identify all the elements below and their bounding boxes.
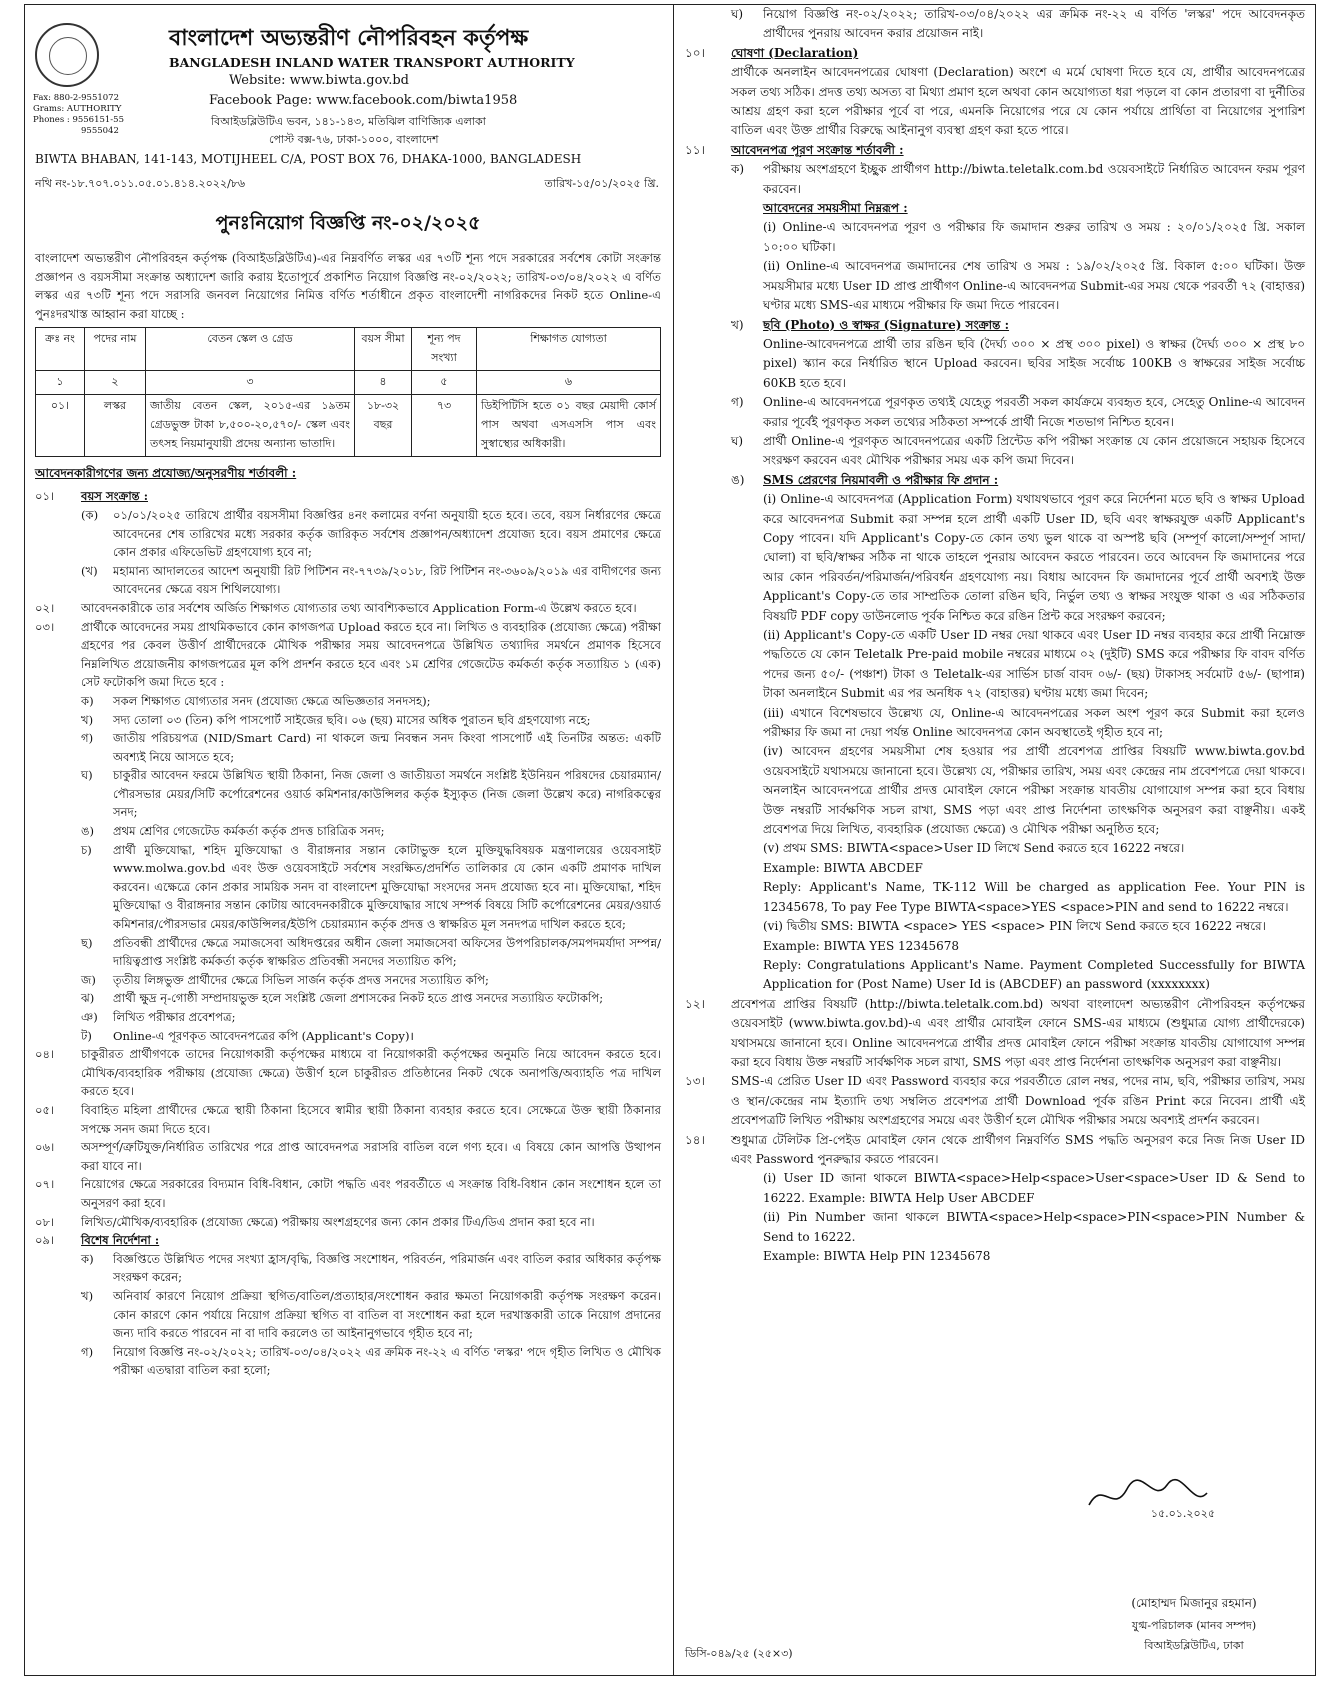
item-subletter: (খ) bbox=[81, 563, 98, 578]
list-item bbox=[29, 562, 667, 599]
item-text: অসম্পূর্ণ/ত্রুটিযুক্ত/নির্ধারিত তারিখের পরে প্রাপ্ত আবেদনপত্র সরাসরি বাতিল বলে গণ্য হবে। এ বিষয়ে কোন আপত্তি উত্থাপন করা যাবে না। bbox=[81, 1140, 661, 1173]
col-number: ৪ bbox=[355, 371, 412, 395]
item-subletter bbox=[731, 257, 763, 315]
list-item bbox=[29, 1343, 667, 1380]
item-number bbox=[29, 562, 81, 599]
fax: Fax: 880-2-9551072 bbox=[33, 93, 119, 103]
item-number bbox=[679, 917, 731, 936]
item-subletter: চ) bbox=[81, 842, 92, 857]
item-text: বিশেষ নির্দেশনা : bbox=[81, 1233, 160, 1248]
item-subletter: গ) bbox=[731, 395, 744, 410]
table-number-row bbox=[36, 371, 661, 395]
item-text: লিখিত পরীক্ষার প্রবেশপত্র; bbox=[113, 1010, 236, 1024]
cell-age-limit: ১৮-৩২ বছর bbox=[355, 395, 412, 457]
item-subletter: ক) bbox=[81, 693, 94, 708]
item-text: সকল শিক্ষাগত যোগ্যতার সনদ (প্রযোজ্য ক্ষেত্রে অভিজ্ঞতার সনদসহ); bbox=[113, 693, 431, 708]
item-number bbox=[29, 1250, 81, 1287]
column-divider bbox=[673, 5, 674, 1675]
table-row bbox=[36, 395, 661, 457]
item-subletter: (ক) bbox=[81, 507, 99, 522]
item-subletter: ট) bbox=[81, 1028, 92, 1043]
list-item bbox=[29, 841, 667, 934]
list-item bbox=[679, 859, 1311, 878]
item-text: নিয়োগ বিজ্ঞপ্তি নং-০২/২০২২; তারিখ-০৩/০৪/২০২২ এর ক্রমিক নং-২২ এ বর্ণিত 'লস্কর' পদে আবেদনকৃত প্রার্থীদের পুনরায় আবেদন করার প্রয়োজন নাই। bbox=[763, 7, 1305, 41]
intro-paragraph: বাংলাদেশ অভ্যন্তরীণ নৌপরিবহন কর্তৃপক্ষ (বিআইডব্লিউটিএ)-এর নিম্নবর্ণিত লস্কর এর ৭৩টি শূন্য পদে সরকারের সর্বশেষ কোটা সংক্রান্ত প্রজ্ঞাপন ও বয়সসীমা সংক্রান্ত অধ্যাদেশ জারি করায় ইতোপূর্বে প্রকাশিত নিয়োগ বিজ্ঞপ্তি নং-০২/২০২২; তারিখ-০৩/০৪/২০২২ এ বর্ণিত লস্কর এর ৭৩টি শূন্য পদে সরাসরি জনবল নিয়োগের নিমিত্ত বর্ণিত শর্তাধীনে প্রকৃত বাংলাদেশী নাগরিকদের নিকট হতে Online-এ পুনঃদরখাস্ত আহ্বান করা যাচ্ছে : bbox=[35, 251, 661, 321]
item-text: (ii) Applicant's Copy-তে একটি User ID নম্বর দেয়া থাকবে এবং User ID নম্বর ব্যবহার করে প্রার্থী নিম্নোক্ত পদ্ধতিতে যে কোন Teletalk Pre-paid mobile নম্বরের মাধ্যমে ০২ (দুইটি) SMS করে পরীক্ষার ফি বাবদ বর্ণিত পদের জন্য ৫০/- (পঞ্চাশ) টাকা ও Teletalk-এর সার্ভিস চার্জ বাবদ ০৬/- (ছয়) টাকাসহ সর্বমোট ৫৬/- (ছাপান্ন) টাকা অনলাইনে Submit এর পর অনধিক ৭২ (বাহাত্তর) ঘণ্টায় মধ্যে জমা দিবেন; bbox=[763, 628, 1305, 701]
item-subletter bbox=[731, 1208, 763, 1247]
list-item bbox=[679, 160, 1311, 199]
item-text: প্রতিবন্ধী প্রার্থীদের ক্ষেত্রে সমাজসেবা অধিদপ্তরের অধীন জেলা সমাজসেবা অফিসের উপপরিচালক/সমপদমর্যাদা সম্পন্ন/দায়িত্বপ্রাপ্ত সংশ্লিষ্ট কর্মকর্তা কর্তৃক স্বাক্ষরিত প্রতিবন্ধী সনদের সত্যায়িত কপি; bbox=[113, 935, 661, 969]
item-text: (i) Online-এ আবেদনপত্র (Application Form) যথাযথভাবে পূরণ করে নির্দেশনা মতে ছবি ও স্বাক্ষর Upload করে আবেদনপত্র Submit করা সম্পন্ন হলে প্রার্থী একটি User ID, ছবি এবং স্বাক্ষরযুক্ত একটি Applicant's Copy পাবেন। যদি Applicant's Copy-তে কোন তথ্য ভুল থাকে বা অস্পষ্ট ছবি (সম্পূর্ণ কালো/সম্পূর্ণ সাদা/ঘোলা) বা ছবি/স্বাক্ষর সঠিক না থাকে তাহলে পুনরায় আবেদন করতে পারবেন। তবে আবেদন ফি জমাদানের পরে আর কোন পরিবর্তন/পরিমার্জন/পরিবর্ধন গ্রহণযোগ্য নয়। বিধায় আবেদন ফি জমাদানের পূর্বে প্রার্থী অবশ্যই উক্ত Applicant's Copy-তে তার সাম্প্রতিক তোলা রঙিন ছবি, নির্ভুল তথ্য ও স্বাক্ষর সংযুক্ত থাকা ও এর সঠিকতার বিষয়টি PDF copy ডাউনলোড পূর্বক নিশ্চিত করে রঙিন প্রিন্ট করে সংরক্ষণ করবেন; bbox=[763, 492, 1305, 623]
item-number: ১৪। bbox=[685, 1132, 705, 1147]
grams: Grams: AUTHORITY bbox=[33, 104, 122, 114]
item-text: SMS-এ প্রেরিত User ID এবং Password ব্যবহার করে পরবর্তীতে রোল নম্বর, পদের নাম, ছবি, পরীক্ষার তারিখ, সময় ও স্থান/কেন্দ্রের নাম ইত্যাদি তথ্য সম্বলিত প্রবেশপত্র প্রার্থী Download পূর্বক রঙিন Print করে নিবেন। প্রার্থী এই প্রবেশপত্রটি লিখিত পরীক্ষায় অংশগ্রহণের সময়ে এবং উত্তীর্ণ হলে মৌখিক পরীক্ষার সময়ে অবশ্যই প্রদর্শন করবেন। bbox=[731, 1074, 1305, 1128]
item-text: প্রার্থীকে আবেদনের সময় প্রাথমিকভাবে কোন কাগজপত্র Upload করতে হবে না। লিখিত ও ব্যবহারিক (প্রযোজ্য ক্ষেত্রে) পরীক্ষা গ্রহণের পর কেবল উত্তীর্ণ প্রার্থীদেরকে মৌখিক পরীক্ষার সময় আবেদনপত্রে উল্লিখিত তথ্যাদির সমর্থনে প্রমাণক হিসেবে নিম্নলিখিত প্রয়োজনীয় কাগজপত্রের মূল কপি প্রদর্শন করতে হবে এবং ১ম শ্রেণির গেজেটেড কর্মকর্তা কর্তৃক সত্যায়িত ১ (এক) সেট ফটোকপি জমা দিতে হবে : bbox=[81, 619, 661, 690]
item-text: Online-এ পূরণকৃত আবেদনপত্রের কপি (Applicant's Copy)। bbox=[113, 1028, 414, 1043]
item-text: Example: BIWTA Help PIN 12345678 bbox=[763, 1249, 991, 1263]
col-number: ৫ bbox=[412, 371, 477, 395]
list-item bbox=[29, 1045, 667, 1101]
list-item bbox=[29, 506, 667, 562]
item-text: (iv) আবেদন গ্রহণের সময়সীমা শেষ হওয়ার পর প্রার্থী প্রবেশপত্র প্রাপ্তির বিষয়টি www.biwta.gov.bd ওয়েবসাইটে যথাসময়ে জানানো হবে। উল্লেখ্য যে, পরীক্ষার তারিখ, সময় এবং কেন্দ্রের নাম প্রবেশপত্রে দেয়া থাকবে। অনলাইন আবেদনপত্রে প্রার্থীর প্রদত্ত মোবাইল ফোনে পরীক্ষা সংক্রান্ত যাবতীয় যোগাযোগ সম্পন্ন করা হবে বিধায় উক্ত নম্বরটি সার্বক্ষণিক সচল রাখা, SMS পড়া এবং প্রাপ্ত নির্দেশনা তাৎক্ষণিক অনুসরণ করা বাঞ্ছনীয়। একই প্রবেশপত্র দিয়ে লিখিত, ব্যবহারিক (প্রযোজ্য ক্ষেত্রে) ও মৌখিক পরীক্ষা অনুষ্ঠিত হবে; bbox=[763, 744, 1305, 837]
item-number bbox=[29, 1287, 81, 1343]
contact-info bbox=[33, 93, 133, 137]
item-subletter bbox=[731, 704, 763, 743]
item-text: জাতীয় পরিচয়পত্র (NID/Smart Card) না থাকলে জন্ম নিবন্ধন সনদ কিংবা পাসপোর্ট এই তিনটির অন্তত: একটি অবশ্যই নিয়ে আসতে হবে; bbox=[113, 731, 661, 764]
item-text: (vi) দ্বিতীয় SMS: BIWTA <space> YES <space> PIN লিখে Send করতে হবে 16222 নম্বরে। bbox=[763, 919, 1266, 934]
org-name-bn: বাংলাদেশ অভ্যন্তরীণ নৌপরিবহন কর্তৃপক্ষ bbox=[169, 25, 529, 51]
phones-2: 9555042 bbox=[81, 126, 119, 136]
cell-qualification: ডিইপিটিসি হতে ০১ বছর মেয়াদী কোর্স পাস অথবা এসএসসি পাস এবং সুস্বাস্থ্যের অধিকারী। bbox=[477, 395, 661, 457]
left-conditions-list bbox=[29, 487, 667, 1380]
item-number bbox=[679, 839, 731, 858]
list-item bbox=[679, 63, 1311, 141]
item-text: Reply: Congratulations Applicant's Name. Payment Completed Successfully for BIWTA Application for (Post Name) User Id is (ABCDEF) an password (xxxxxxxx) bbox=[763, 957, 1305, 992]
item-number bbox=[679, 1208, 731, 1247]
memo-number: নথি নং-১৮.৭০৭.০১১.০৫.০১.৪১৪.২০২২/৮৬ bbox=[35, 177, 246, 190]
item-subletter: ঘ) bbox=[731, 7, 744, 21]
item-subletter bbox=[731, 878, 763, 917]
item-number: ০৯। bbox=[35, 1233, 55, 1248]
item-subletter: ছ) bbox=[81, 935, 93, 950]
item-subletter bbox=[731, 626, 763, 704]
right-conditions-list bbox=[679, 5, 1311, 1266]
list-item bbox=[29, 766, 667, 822]
post-box-bn: পোস্ট বক্স-৭৬, ঢাকা-১০০০, বাংলাদেশ bbox=[269, 133, 439, 146]
item-number bbox=[29, 711, 81, 730]
list-item bbox=[679, 44, 1311, 63]
item-text: মহামান্য আদালতের আদেশ অনুযায়ী রিট পিটিশন নং-৭৭৩৯/২০১৮, রিট পিটিশন নং-৩৬০৯/২০১৯ এর বাদীগণের জন্য আবেদনের ক্ষেত্রে বয়স শিথিলযোগ্য। bbox=[113, 563, 661, 597]
list-item bbox=[29, 1138, 667, 1175]
item-text: নিয়োগ বিজ্ঞপ্তি নং-০২/২০২২; তারিখ-০৩/০৪/২০২২ এর ক্রমিক নং-২২ এ বর্ণিত 'লস্কর' পদে গৃহীত লিখিত ও মৌখিক পরীক্ষা এতদ্বারা বাতিল করা হলো; bbox=[113, 1344, 661, 1378]
list-item bbox=[29, 934, 667, 971]
list-item bbox=[679, 471, 1311, 490]
item-number bbox=[679, 63, 731, 141]
item-subletter bbox=[731, 335, 763, 393]
list-item bbox=[29, 1027, 667, 1046]
item-text: প্রার্থী Online-এ পূরণকৃত আবেদনপত্রের একটি প্রিন্টেড কপি পরীক্ষা সংক্রান্ত যে কোন প্রয়োজনে সহায়ক হিসেবে সংরক্ষণ করবেন এবং মৌখিক পরীক্ষার সময় এক কপি জমা দিবেন। bbox=[763, 433, 1305, 468]
item-subletter bbox=[731, 956, 763, 995]
item-subletter: ঘ) bbox=[731, 433, 744, 448]
list-item bbox=[29, 1008, 667, 1027]
item-number bbox=[29, 841, 81, 934]
item-number bbox=[679, 160, 731, 199]
item-text: Example: BIWTA ABCDEF bbox=[763, 860, 923, 875]
item-number bbox=[679, 335, 731, 393]
item-text: আবেদনকারীকে তার সর্বশেষ অর্জিত শিক্ষাগত যোগ্যতার তথ্য আবশ্যিকভাবে Application Form-এ উল্লেখ করতে হবে। bbox=[81, 600, 637, 615]
item-subletter: ঙ) bbox=[81, 824, 95, 839]
signature-date: ১৫.০১.২০২৫ bbox=[1150, 1507, 1215, 1520]
item-subletter bbox=[731, 199, 763, 218]
notice-page bbox=[24, 4, 1316, 1676]
item-number bbox=[29, 729, 81, 766]
list-item bbox=[29, 1175, 667, 1212]
list-item bbox=[679, 937, 1311, 956]
item-text: অনিবার্য কারণে নিয়োগ প্রক্রিয়া স্থগিত/বাতিল/প্রত্যাহার/সংশোধন করার ক্ষমতা নিয়োগকারী কর্তৃপক্ষ সংরক্ষণ করেন। কোন কারণে কোন পর্যায়ে নিয়োগ প্রক্রিয়া স্থগিত বা বাতিল বা সংশোধন করা হলে দরখাস্তকারী তাকে নিয়োগ প্রদানের জন্য দাবি করতে পারবেন না বা দাবি করলেও তা আইনানুগভাবে গৃহীত হবে না; bbox=[113, 1288, 661, 1341]
list-item bbox=[679, 257, 1311, 315]
item-text: তৃতীয় লিঙ্গভুক্ত প্রার্থীদের ক্ষেত্রে সিভিল সার্জন কর্তৃক প্রদত্ত সনদের সত্যায়িত কপি; bbox=[113, 972, 489, 987]
notice-date: তারিখ-১৫/০১/২০২৫ খ্রি. bbox=[544, 177, 659, 190]
item-number bbox=[679, 316, 731, 335]
item-number: ০৬। bbox=[35, 1140, 55, 1155]
item-subletter: ঘ) bbox=[81, 768, 93, 783]
item-subletter: ঞ) bbox=[81, 1010, 98, 1024]
item-subletter bbox=[731, 218, 763, 257]
list-item bbox=[29, 729, 667, 766]
cell-serial: ০১। bbox=[36, 395, 85, 457]
item-number bbox=[679, 5, 731, 44]
cell-pay-scale: জাতীয় বেতন স্কেল, ২০১৫-এর ১৯তম গ্রেডভুক্ত টাকা ৮,৫০০-২০,৫৭০/- স্কেল এবং তৎসহ নিয়মানুযায়ী প্রদেয় অন্যান্য ভাতাদি। bbox=[146, 395, 355, 457]
col-number: ৩ bbox=[146, 371, 355, 395]
item-number: ০৪। bbox=[35, 1047, 55, 1062]
item-subletter bbox=[731, 839, 763, 858]
list-item bbox=[29, 971, 667, 990]
item-number: ০৩। bbox=[35, 619, 55, 634]
item-text: (iii) এখানে বিশেষভাবে উল্লেখ্য যে, Online-এ আবেদনপত্রের সকল অংশ পূরণ করে Submit করা হলেও পরীক্ষার ফি জমা না দেয়া পর্যন্ত Online আবেদনপত্র কোন অবস্থাতেই গৃহীত হবে না; bbox=[763, 705, 1305, 740]
item-number bbox=[29, 506, 81, 562]
cell-vacancies: ৭৩ bbox=[412, 395, 477, 457]
item-number: ০৭। bbox=[35, 1177, 55, 1192]
address-en: BIWTA BHABAN, 141-143, MOTIJHEEL C/A, POST BOX 76, DHAKA-1000, BANGLADESH bbox=[35, 152, 582, 166]
notice-title: পুনঃনিয়োগ বিজ্ঞপ্তি নং-০২/২০২৫ bbox=[215, 212, 481, 234]
cell-post: লস্কর bbox=[85, 395, 146, 457]
list-item bbox=[679, 316, 1311, 335]
item-text: লিখিত/মৌখিক/ব্যবহারিক (প্রযোজ্য ক্ষেত্রে) পরীক্ষায় অংশগ্রহণের জন্য কোন প্রকার টিএ/ডিএ প্রদান করা হবে না। bbox=[81, 1214, 595, 1229]
list-item bbox=[29, 1287, 667, 1343]
item-subletter: ঝ) bbox=[81, 991, 95, 1006]
item-number: ১২। bbox=[685, 996, 705, 1011]
item-text: চাকুরীরত প্রার্থীগণকে তাদের নিয়োগকারী কর্তৃপক্ষের মাধ্যমে বা নিয়োগকারী কর্তৃপক্ষের অনুমতি নিয়ে আবেদন করতে হবে। মৌখিক/ব্যবহারিক পরীক্ষায় (প্রযোজ্য ক্ষেত্রে) উত্তীর্ণ হলে চাকুরীরত প্রতিষ্ঠানের নিকট থেকে অনাপত্তি/অব্যাহতি পত্র দাখিল করতে হবে। bbox=[81, 1047, 661, 1099]
item-subletter: খ) bbox=[81, 1288, 94, 1303]
item-number bbox=[679, 742, 731, 839]
item-number bbox=[29, 934, 81, 971]
item-number bbox=[29, 989, 81, 1008]
item-number bbox=[29, 1343, 81, 1380]
item-subletter: ঙ) bbox=[731, 472, 745, 487]
item-text: (i) User ID জানা থাকলে BIWTA<space>Help<space>User<space>User ID & Send to 16222. Example: BIWTA Help User ABCDEF bbox=[763, 1171, 1305, 1205]
item-text: প্রবেশপত্র প্রাপ্তির বিষয়টি (http://biwta.teletalk.com.bd) অথবা বাংলাদেশ অভ্যন্তরীণ নৌপরিবহন কর্তৃপক্ষের ওয়েবসাইট (www.biwta.gov.bd)-এ এবং প্রার্থীর মোবাইল ফোনে SMS-এর মাধ্যমে (শুধুমাত্র যোগ্য প্রার্থীদেরকে) যথাসময়ে জানানো হবে। Online আবেদনপত্রে প্রার্থীর প্রদত্ত মোবাইল ফোনে পরীক্ষা সংক্রান্ত যাবতীয় যোগাযোগ সম্পন্ন করা হবে বিধায় উক্ত নম্বরটি সার্বক্ষণিক সচল রাখা, SMS পড়া এবং প্রাপ্ত নির্দেশনা তাৎক্ষণিক অনুসরণ করা বাঞ্ছনীয়। bbox=[731, 996, 1305, 1069]
item-subletter: খ) bbox=[81, 712, 94, 727]
item-number bbox=[679, 937, 731, 956]
item-number bbox=[679, 859, 731, 878]
col-post: পদের নাম bbox=[85, 328, 146, 371]
item-text: (ii) Online-এ আবেদনপত্র জমাদানের শেষ তারিখ ও সময় : ১৯/০২/২০২৫ খ্রি. বিকাল ৫:০০ ঘটিকা। উক্ত সময়সীমার মধ্যে User ID প্রাপ্ত প্রার্থীগণ Online-এ আবেদনপত্র Submit-এর সময় থেকে পরবর্তী ৭২ (বাহাত্তর) ঘণ্টার মধ্যে SMS-এর মাধ্যমে পরীক্ষার ফি জমা দিতে পারবেন। bbox=[763, 259, 1305, 313]
list-item bbox=[679, 878, 1311, 917]
item-text: বিবাহিত মহিলা প্রার্থীদের ক্ষেত্রে স্থায়ী ঠিকানা হিসেবে স্বামীর স্থায়ী ঠিকানা ব্যবহার করতে হবে। সেক্ষেত্রে উক্ত স্থায়ী ঠিকানার সপক্ষে সনদ জমা দিতে হবে। bbox=[81, 1102, 661, 1136]
list-item bbox=[679, 1072, 1311, 1130]
col-qualification: শিক্ষাগত যোগ্যতা bbox=[477, 328, 661, 371]
website[interactable]: Website: www.biwta.gov.bd bbox=[229, 73, 409, 88]
item-number bbox=[679, 432, 731, 471]
item-subletter bbox=[731, 937, 763, 956]
item-subletter: ক) bbox=[81, 1251, 94, 1266]
list-item bbox=[29, 822, 667, 841]
list-item bbox=[679, 626, 1311, 704]
item-number bbox=[29, 692, 81, 711]
org-name-en: BANGLADESH INLAND WATER TRANSPORT AUTHORITY bbox=[169, 55, 575, 70]
signer-name: (মোহাম্মদ মিজানুর রহমান) bbox=[1131, 1596, 1257, 1610]
item-text: ছবি (Photo) ও স্বাক্ষর (Signature) সংক্রান্ত : bbox=[763, 317, 1010, 332]
item-number: ০৮। bbox=[35, 1214, 55, 1229]
item-number bbox=[679, 956, 731, 995]
list-item bbox=[679, 218, 1311, 257]
list-item bbox=[679, 917, 1311, 936]
item-text: সদ্য তোলা ০৩ (তিন) কপি পাসপোর্ট সাইজের ছবি। ০৬ (ছয়) মাসের অধিক পুরাতন ছবি গ্রহণযোগ্য নহে; bbox=[113, 712, 591, 727]
item-number: ১০। bbox=[685, 45, 705, 60]
list-item bbox=[29, 599, 667, 618]
list-item bbox=[679, 995, 1311, 1073]
item-number: ০৫। bbox=[35, 1102, 55, 1117]
col-pay-scale: বেতন স্কেল ও গ্রেড bbox=[146, 328, 355, 371]
left-column bbox=[29, 5, 667, 1669]
list-item bbox=[679, 1131, 1311, 1170]
list-item bbox=[679, 1247, 1311, 1266]
item-number: ০২। bbox=[35, 600, 55, 615]
footer-code: ডিসি-০৪৯/২৫ (২৫×৩) bbox=[685, 1647, 793, 1660]
item-number bbox=[679, 199, 731, 218]
list-item bbox=[679, 335, 1311, 393]
item-text: প্রার্থী মুক্তিযোদ্ধা, শহিদ মুক্তিযোদ্ধা ও বীরাঙ্গনার সন্তান কোটাভুক্ত হলে মুক্তিযুদ্ধবিষয়ক মন্ত্রণালয়ের ওয়েবসাইট www.molwa.gov.bd এবং উক্ত ওয়েবসাইটে সর্বশেষ সংরক্ষিত/প্রদর্শিত তালিকার যে কোন একটি প্রমাণক দাখিল করবেন। এক্ষেত্রে কোন প্রকার সাময়িক সনদ বা বাংলাদেশ মুক্তিযোদ্ধা সংসদের সনদ প্রযোজ্য হবে না। মুক্তিযোদ্ধা, শহিদ মুক্তিযোদ্ধা ও বীরাঙ্গনার সন্তান কোটায় আবেদনকারীকে মুক্তিযোদ্ধার সাথে সম্পর্ক বিষয়ে সিটি কর্পোরেশনের মেয়র/ওয়ার্ড কমিশনার/পৌরসভার মেয়র/কাউন্সিলর/ইউপি চেয়ারম্যান কর্তৃক প্রদত্ত ও স্বাক্ষরিত মূল সনদপত্র দাখিল করতে হবে; bbox=[113, 842, 661, 932]
list-item bbox=[29, 487, 667, 506]
item-text: শুধুমাত্র টেলিটক প্রি-পেইড মোবাইল ফোন থেকে প্রার্থীগণ নিম্নবর্ণিত SMS পদ্ধতি অনুসরণ করে নিজ নিজ User ID এবং Password পুনরুদ্ধার করতে পারবেন। bbox=[731, 1132, 1305, 1166]
list-item bbox=[679, 1169, 1311, 1208]
item-subletter: জ) bbox=[81, 972, 96, 987]
list-item bbox=[679, 141, 1311, 160]
item-text: Online-এ আবেদনপত্রে পূরণকৃত তথ্যই যেহেতু পরবর্তী সকল কার্যক্রমে ব্যবহৃত হবে, সেহেতু Online-এ আবেদন করার পূর্বেই পূরণকৃত সকল তথ্যের সঠিকতা সম্পর্কে প্রার্থী নিজে শতভাগ নিশ্চিত হবেন। bbox=[763, 395, 1305, 429]
item-number bbox=[679, 393, 731, 432]
item-number bbox=[679, 1247, 731, 1266]
list-item bbox=[679, 5, 1311, 44]
list-item bbox=[29, 1213, 667, 1232]
list-item bbox=[679, 490, 1311, 626]
list-item bbox=[679, 199, 1311, 218]
list-item bbox=[29, 711, 667, 730]
item-number bbox=[29, 1027, 81, 1046]
item-text: পরীক্ষায় অংশগ্রহণে ইচ্ছুক প্রার্থীগণ http://biwta.teletalk.com.bd ওয়েবসাইটে নির্ধারিত আবেদন ফরম পূরণ করবেন। bbox=[763, 162, 1305, 196]
col-vacancies: শূন্য পদ সংখ্যা bbox=[412, 328, 477, 371]
phones: Phones : 9556151-55 bbox=[33, 115, 124, 125]
item-text: ঘোষণা (Declaration) bbox=[731, 45, 859, 60]
item-subletter: ক) bbox=[731, 162, 745, 177]
item-number bbox=[29, 766, 81, 822]
table-header-row bbox=[36, 328, 661, 371]
col-number: ২ bbox=[85, 371, 146, 395]
item-text: (ii) Pin Number জানা থাকলে BIWTA<space>Help<space>PIN<space>PIN Number & Send to 16222. bbox=[763, 1210, 1305, 1244]
item-number bbox=[679, 490, 731, 626]
list-item bbox=[29, 1101, 667, 1138]
signer-title: যুগ্ম-পরিচালক (মানব সম্পদ) bbox=[1131, 1619, 1257, 1632]
address-bn: বিআইডব্লিউটিএ ভবন, ১৪১-১৪৩, মতিঝিল বাণিজ্যিক এলাকা bbox=[211, 115, 486, 128]
item-subletter bbox=[731, 742, 763, 839]
item-number: ১১। bbox=[685, 142, 705, 157]
list-item bbox=[29, 989, 667, 1008]
list-item bbox=[679, 704, 1311, 743]
item-text: প্রার্থীকে অনলাইন আবেদনপত্রের ঘোষণা (Declaration) অংশে এ মর্মে ঘোষণা দিতে হবে যে, প্রার্থীর আবেদনপত্রের সকল তথ্য সঠিক। প্রদত্ত তথ্য অসত্য বা মিথ্যা প্রমাণ হলে অথবা কোন অযোগ্যতা ধরা পড়লে বা কোন প্রতারণা বা দুর্নীতির আশ্রয় গ্রহণ করা হলে পরীক্ষার পূর্বে বা পরে, এমনকি নিয়োগের পরে যে কোন পর্যায়ে প্রার্থিতা বা নিয়োগের সুপারিশ বাতিল এবং উক্ত প্রার্থীর বিরুদ্ধে আইনানুগ ব্যবস্থা গ্রহণ করা হতে পারে। bbox=[731, 65, 1305, 138]
item-text: আবেদনপত্র পূরণ সংক্রান্ত শর্তাবলী : bbox=[731, 142, 904, 157]
list-item bbox=[679, 956, 1311, 995]
item-text: (i) Online-এ আবেদনপত্র পূরণ ও পরীক্ষার ফি জমাদান শুরুর তারিখ ও সময় : ২০/০১/২০২৫ খ্রি. সকাল ১০:০০ ঘটিকা। bbox=[763, 220, 1305, 254]
list-item bbox=[29, 1231, 667, 1250]
item-subletter: খ) bbox=[731, 317, 744, 332]
list-item bbox=[29, 1250, 667, 1287]
item-text: বয়স সংক্রান্ত : bbox=[81, 489, 148, 504]
col-number: ১ bbox=[36, 371, 85, 395]
col-number: ৬ bbox=[477, 371, 661, 395]
item-number bbox=[29, 971, 81, 990]
item-subletter bbox=[731, 490, 763, 626]
item-number bbox=[679, 878, 731, 917]
item-number: ১৩। bbox=[685, 1074, 705, 1089]
item-text: ০১/০১/২০২৫ তারিখে প্রার্থীর বয়সসীমা বিজ্ঞপ্তির ৪নং কলামের বর্ণনা অনুযায়ী হতে হবে। তবে, বয়স নির্ধারণের ক্ষেত্রে আবেদনের শেষ তারিখের মধ্যে সরকার কর্তৃক জারিকৃত সর্বশেষ প্রজ্ঞাপন/অধ্যাদেশ প্রযোজ্য হবে। বয়স প্রমাণের ক্ষেত্রে কোন প্রকার এফিডেভিট গ্রহণযোগ্য হবে না; bbox=[113, 507, 661, 560]
right-column bbox=[679, 5, 1311, 1669]
col-age-limit: বয়স সীমা bbox=[355, 328, 412, 371]
list-item bbox=[679, 839, 1311, 858]
item-text: বিজ্ঞপ্তিতে উল্লিখিত পদের সংখ্যা হ্রাস/বৃদ্ধি, বিজ্ঞপ্তি সংশোধন, পরিবর্তন, পরিমার্জন এবং বাতিল করার অধিকার কর্তৃপক্ষ সংরক্ষণ করেন; bbox=[113, 1251, 661, 1285]
item-text: চাকুরীর আবেদন ফরমে উল্লিখিত স্থায়ী ঠিকানা, নিজ জেলা ও জাতীয়তা সমর্থনে সংশ্লিষ্ট ইউনিয়ন পরিষদের চেয়ারম্যান/পৌরসভার মেয়র/সিটি কর্পোরেশনের ওয়ার্ড কমিশনার/কাউন্সিলর কর্তৃক ইস্যুকৃত (নিজ জেলা উল্লেখ করে) নাগরিকত্বের সনদ; bbox=[113, 768, 661, 820]
item-number bbox=[29, 822, 81, 841]
facebook-page[interactable]: Facebook Page: www.facebook.com/biwta1958 bbox=[209, 93, 518, 108]
list-item bbox=[679, 1208, 1311, 1247]
col-serial: ক্রঃ নং bbox=[36, 328, 85, 371]
item-text: (v) প্রথম SMS: BIWTA<space>User ID লিখে Send করতে হবে 16222 নম্বরে। bbox=[763, 841, 1185, 856]
item-subletter bbox=[731, 859, 763, 878]
list-item bbox=[679, 393, 1311, 432]
item-text: প্রথম শ্রেণির গেজেটেড কর্মকর্তা কর্তৃক প্রদত্ত চারিত্রিক সনদ; bbox=[113, 824, 385, 839]
item-text: SMS প্রেরণের নিয়মাবলী ও পরীক্ষার ফি প্রদান : bbox=[763, 472, 999, 487]
biwta-logo-icon bbox=[35, 23, 99, 87]
item-number bbox=[679, 1169, 731, 1208]
item-number bbox=[29, 1008, 81, 1027]
item-subletter bbox=[731, 917, 763, 936]
item-number bbox=[679, 704, 731, 743]
item-subletter bbox=[731, 1247, 763, 1266]
vacancy-table bbox=[35, 327, 661, 457]
list-item bbox=[679, 742, 1311, 839]
item-text: Reply: Applicant's Name, TK-112 Will be charged as application Fee. Your PIN is 12345678, To pay Fee Type BIWTA<space>YES <space>PIN and send to 16222 নম্বরে। bbox=[763, 880, 1305, 914]
letterhead bbox=[29, 5, 667, 195]
item-subletter: গ) bbox=[81, 731, 94, 746]
list-item bbox=[679, 432, 1311, 471]
item-text: আবেদনের সময়সীমা নিম্নরূপ : bbox=[763, 201, 908, 216]
conditions-heading: আবেদনকারীগণের জন্য প্রযোজ্য/অনুসরণীয় শর্তাবলী : bbox=[35, 466, 297, 481]
item-subletter: গ) bbox=[81, 1344, 94, 1359]
item-number: ০১। bbox=[35, 489, 55, 504]
item-text: নিয়োগের ক্ষেত্রে সরকারের বিদ্যমান বিধি-বিধান, কোটা পদ্ধতি এবং পরবর্তীতে এ সংক্রান্ত বিধি-বিধান কোন সংশোধন হলে তা অনুসরণ করা হবে। bbox=[81, 1177, 661, 1210]
item-number bbox=[679, 257, 731, 315]
item-subletter bbox=[731, 1169, 763, 1208]
item-text: Online-আবেদনপত্রে প্রার্থী তার রঙিন ছবি (দৈর্ঘ্য ৩০০ × প্রস্থ ৩০০ pixel) ও স্বাক্ষর (দৈর্ঘ্য ৩০০ × প্রস্থ ৮০ pixel) স্ক্যান করে নির্ধারিত স্থানে Upload করবেন। ছবির সাইজ সর্বোচ্চ 100KB ও স্বাক্ষরের সাইজ সর্বোচ্চ 60KB হতে হবে। bbox=[763, 336, 1305, 390]
signer-org: বিআইডব্লিউটিএ, ঢাকা bbox=[1144, 1639, 1244, 1652]
item-text: প্রার্থী ক্ষুদ্র নৃ-গোষ্ঠী সম্প্রদায়ভুক্ত হলে সংশ্লিষ্ট জেলা প্রশাসকের নিকট হতে প্রাপ্ত সনদের সত্যায়িত ফটোকপি; bbox=[113, 991, 604, 1006]
item-text: Example: BIWTA YES 12345678 bbox=[763, 938, 960, 953]
item-number bbox=[679, 218, 731, 257]
item-number bbox=[679, 471, 731, 490]
item-number bbox=[679, 626, 731, 704]
list-item bbox=[29, 692, 667, 711]
list-item bbox=[29, 618, 667, 692]
